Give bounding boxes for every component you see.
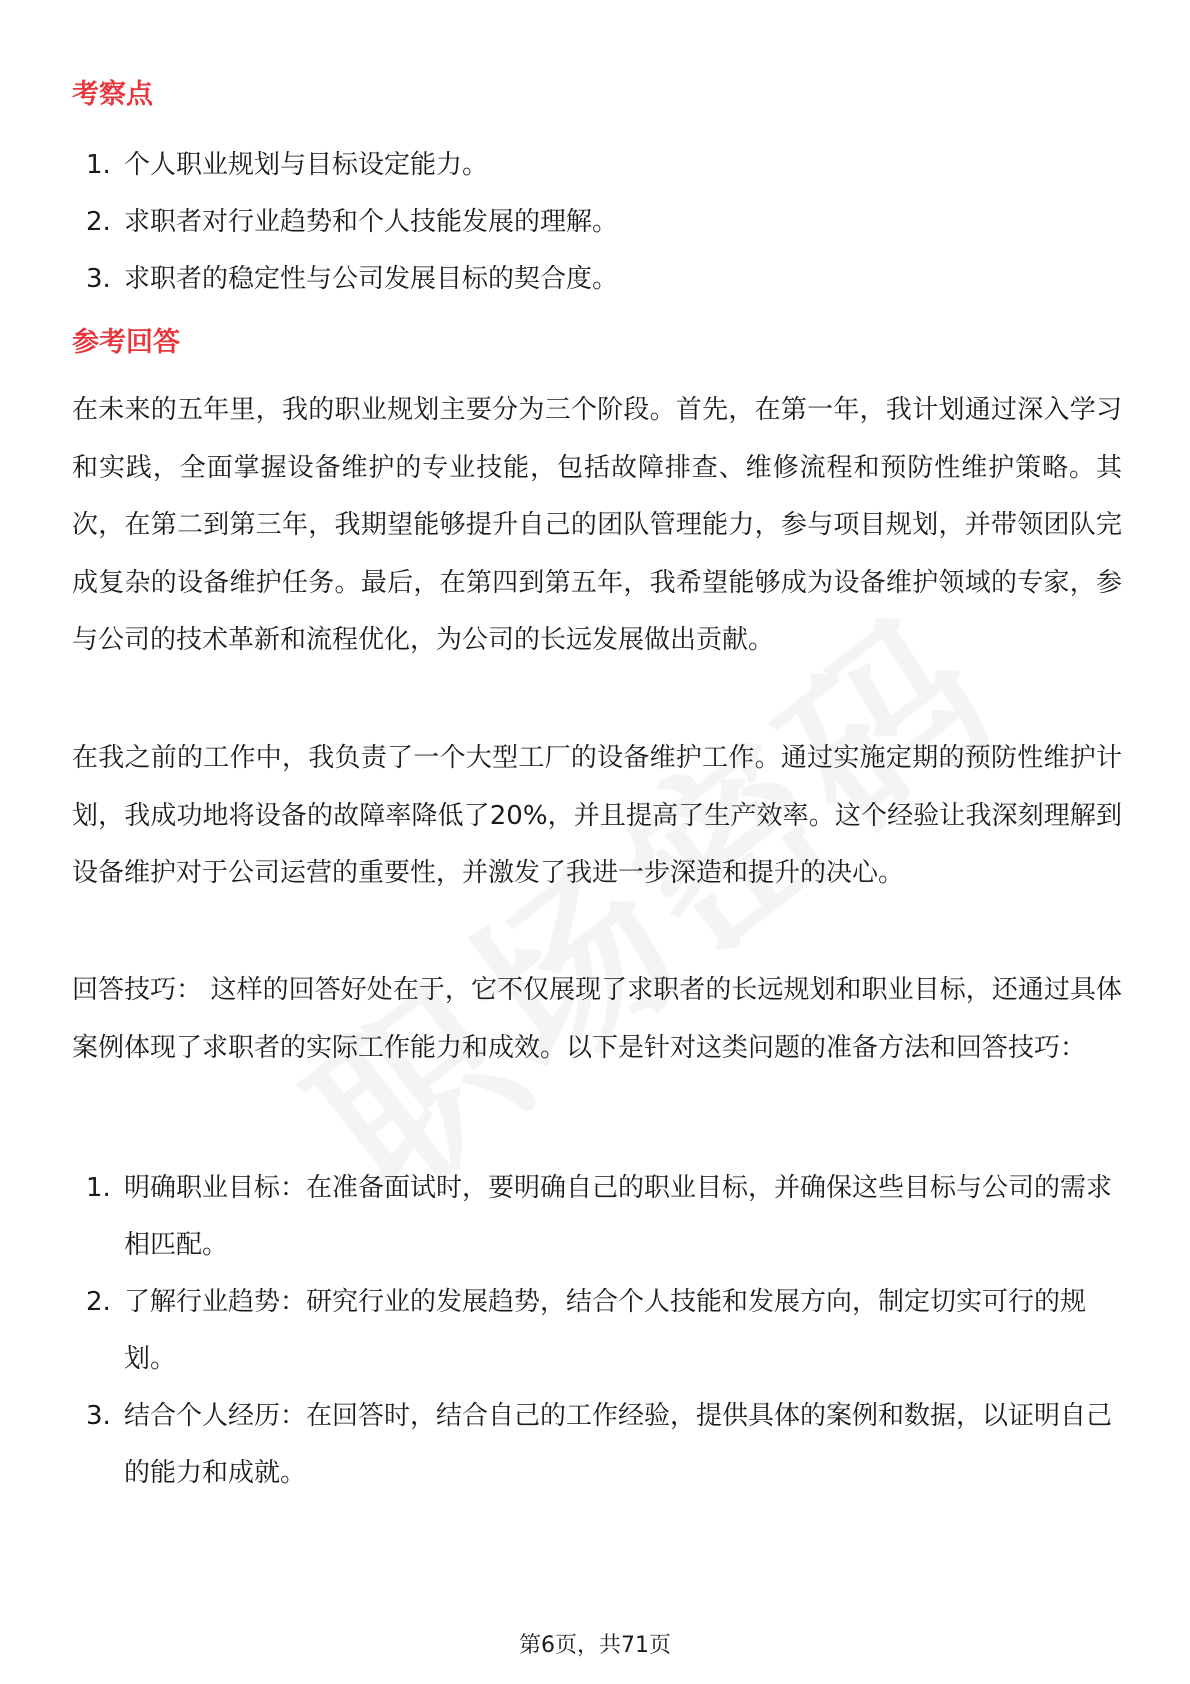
section-heading-reference-answer: 参考回答	[72, 327, 180, 358]
answer-paragraph-experience: 在我之前的工作中，我负责了一个大型工厂的设备维护工作。通过实施定期的预防性维护计划，我成功地将设备的故障率降低了20%，并且提高了生产效率。这个经验让我深刻理解到设备维护对于公司运营的重要性，并激发了我进一步深造和提升的决心。	[72, 743, 1122, 888]
list-item: 2. 了解行业趋势：研究行业的发展趋势，结合个人技能和发展方向，制定切实可行的规划。	[86, 1287, 1087, 1374]
page-number-footer: 第6页，共71页	[519, 1633, 671, 1658]
tips-list	[72, 1160, 1122, 1502]
answer-paragraph-plan: 在未来的五年里，我的职业规划主要分为三个阶段。首先，在第一年，我计划通过深入学习和实践，全面掌握设备维护的专业技能，包括故障排查、维修流程和预防性维护策略。其次，在第二到第三年，我期望能够提升自己的团队管理能力，参与项目规划，并带领团队完成复杂的设备维护任务。最后，在第四到第五年，我希望能够成为设备维护领域的专家，参与公司的技术革新和流程优化，为公司的长远发展做出贡献。	[72, 395, 1122, 655]
list-item: 3. 结合个人经历：在回答时，结合自己的工作经验，提供具体的案例和数据，以证明自己的能力和成就。	[86, 1401, 1113, 1488]
list-item: 1. 个人职业规划与目标设定能力。	[86, 150, 489, 180]
section-heading-key-points: 考察点	[72, 79, 153, 110]
answer-paragraph-tips-intro: 回答技巧： 这样的回答好处在于，它不仅展现了求职者的长远规划和职业目标，还通过具体案例体现了求职者的实际工作能力和成效。以下是针对这类问题的准备方法和回答技巧：	[72, 975, 1122, 1063]
list-item: 3. 求职者的稳定性与公司发展目标的契合度。	[86, 264, 619, 294]
list-item: 2. 求职者对行业趋势和个人技能发展的理解。	[86, 207, 619, 237]
list-item: 1. 明确职业目标：在准备面试时，要明确自己的职业目标，并确保这些目标与公司的需求相匹配。	[86, 1173, 1113, 1260]
key-points-list	[72, 137, 1122, 308]
